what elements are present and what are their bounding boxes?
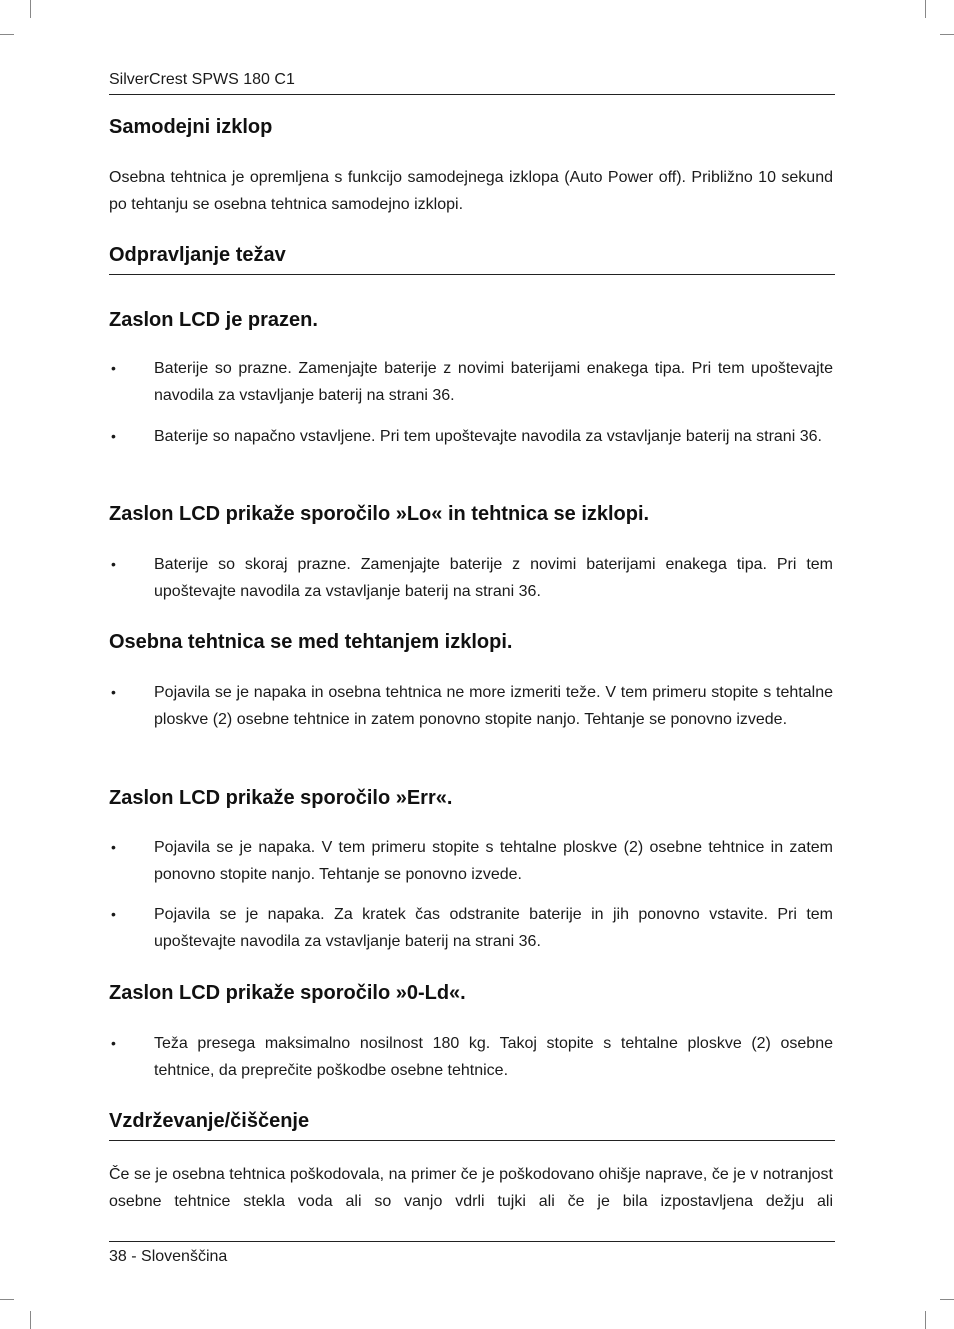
list-item-text: Teža presega maksimalno nosilnost 180 kg. Takoj stopite s tehtalne ploskve (2) osebne tehtnice, da preprečite poškodbe osebne tehtnice. — [154, 1035, 833, 1079]
bullet-marker: • — [111, 556, 116, 572]
paragraph-maintenance: Če se je osebna tehtnica poškodovala, na primer če je poškodovano ohišje naprave, če je v notranjost osebne tehtnice stekla voda ali so vanjo vdrli tujki ali če je bila izpostavljena dežju ali — [109, 1166, 833, 1210]
list-item-text: Baterije so napačno vstavljene. Pri tem upoštevajte navodila za vstavljanje baterij na strani 36. — [154, 428, 822, 445]
crop-mark-bottom-left-v — [30, 1311, 31, 1329]
crop-mark-bottom-right-v — [925, 1311, 926, 1329]
list-item-text: Baterije so skoraj prazne. Zamenjajte baterije z novimi baterijami enakega tipa. Pri tem upoštevajte navodila za vstavljanje baterij na strani 36. — [154, 556, 833, 600]
heading-lcd-lo: Zaslon LCD prikaže sporočilo »Lo« in tehtnica se izklopi. — [109, 503, 650, 525]
heading-switches-off: Osebna tehtnica se med tehtanjem izklopi. — [109, 631, 513, 653]
crop-mark-bottom-left-h — [0, 1299, 14, 1300]
list-item-text: Baterije so prazne. Zamenjajte baterije z novimi baterijami enakega tipa. Pri tem upoštevajte navodila za vstavljanje baterij na strani 36. — [154, 360, 833, 404]
heading-lcd-old: Zaslon LCD prikaže sporočilo »0-Ld«. — [109, 982, 466, 1004]
paragraph-auto-off: Osebna tehtnica je opremljena s funkcijo samodejnega izklopa (Auto Power off). Približno 10 sekund po tehtanju se osebna tehtnica samodejno izklopi. — [109, 169, 833, 213]
bullet-marker: • — [111, 428, 116, 444]
heading-lcd-empty: Zaslon LCD je prazen. — [109, 309, 318, 331]
heading-maintenance: Vzdrževanje/čiščenje — [109, 1108, 835, 1141]
list-item-text: Pojavila se je napaka. V tem primeru stopite s tehtalne ploskve (2) osebne tehtnice in zatem ponovno stopite nanjo. Tehtanje se ponovno izvede. — [154, 839, 833, 883]
list-item-text: Pojavila se je napaka. Za kratek čas odstranite baterije in jih ponovno vstavite. Pri tem upoštevajte navodila za vstavljanje baterij na strani 36. — [154, 906, 833, 950]
heading-lcd-err: Zaslon LCD prikaže sporočilo »Err«. — [109, 787, 453, 809]
bullet-marker: • — [111, 684, 116, 700]
bullet-marker: • — [111, 906, 116, 922]
crop-mark-top-left-h — [0, 34, 14, 35]
list-item-text: Pojavila se je napaka in osebna tehtnica ne more izmeriti teže. V tem primeru stopite s tehtalne ploskve (2) osebne tehtnice in zatem ponovno stopite nanjo. Tehtanje se ponovno izvede. — [154, 684, 833, 728]
crop-mark-top-left-v — [30, 0, 31, 18]
bullet-marker: • — [111, 360, 116, 376]
crop-mark-top-right-h — [940, 34, 954, 35]
page-footer: 38 - Slovenščina — [109, 1241, 835, 1267]
crop-mark-bottom-right-h — [940, 1299, 954, 1300]
heading-troubleshooting: Odpravljanje težav — [109, 242, 835, 275]
crop-mark-top-right-v — [925, 0, 926, 18]
bullet-marker: • — [111, 1035, 116, 1051]
bullet-marker: • — [111, 839, 116, 855]
heading-auto-off: Samodejni izklop — [109, 116, 273, 138]
running-header: SilverCrest SPWS 180 C1 — [109, 70, 835, 95]
